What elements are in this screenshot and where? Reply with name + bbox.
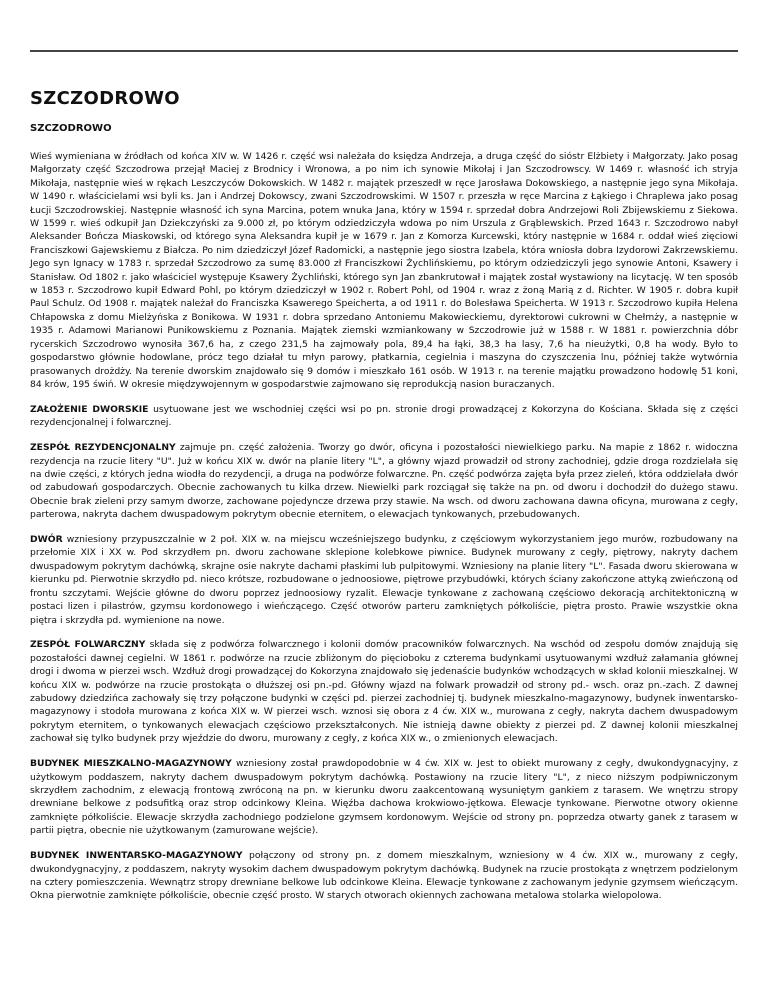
section-heading: BUDYNEK INWENTARSKO-MAGAZYNOWY xyxy=(30,850,243,862)
page-title: SZCZODROWO xyxy=(30,88,180,109)
section-budynek-mieszkalno-magazynowy xyxy=(30,757,738,837)
section-text: wzniesiony został prawdopodobnie w 4 ćw. XIX w. Jest to obiekt murowany z cegły, dwukondygnacyjny, z użytkowym poddaszem, nakryty dachem dwuspadowym pokrytym dachówką. Postawiony na rzucie litery "L", z nieco niższym podpiwniczonym skrzydłem zachodnim, z elewacją frontową zwróconą na pn. w kierunku dworu zaakcentowaną wysuniętym gankiem z tarasem. We wnętrzu stropy drewniane belkowe z podsufitką oraz strop odcinkowy Kleina. Więźba dachowa krokwiowo-jętkowa. Elewacje tynkowane. Pierwotne otwory okienne zamknięte półkoliście. Elewacje skrzydła zachodniego podzielone gzymsem kordonowym. Wejście od strony pn. poprzedza otwarty ganek z tarasem w partii piętra, obecnie nie użytkowanym (zamurowane wejście). xyxy=(30,758,738,837)
section-heading: BUDYNEK MIESZKALNO-MAGAZYNOWY xyxy=(30,758,232,770)
section-text: zajmuje pn. część założenia. Tworzy go dwór, oficyna i pozostałości niewielkiego parku. Na mapie z 1862 r. widoczna rezydencja na rzucie litery "U". Już w końcu XIX w. dwór na planie litery "L", a główny wjazd prowadził od strony zachodniej, gdzie droga rozdzielała się na dwie części, z których jedna wiodła do rezydencji, a druga na podwórze folwarczne. Pn. część podwórza zajęta była przez zieleń, która oddzielała dwór od zabudowań gospodarczych. Obecnie zachowanych tu kilka drzew. Niewielki park rozciągał się także na pn. od dworu i dochodził do dużego stawu. Obecnie brak zieleni przy samym dworze, zachowane pojedyncze drzewa przy stawie. Na wsch. od dworu zachowana dawna oficyna, murowana z cegły, parterowa, nakryta dachem dwuspadowym pokrytym obecnie eternitem, o elewacjach tynkowanych, przebudowanych. xyxy=(30,442,739,521)
section-budynek-inwentarsko-magazynowy xyxy=(30,849,738,903)
intro-paragraph: Wieś wymieniana w źródłach od końca XIV w. W 1426 r. część wsi należała do księdza Andrzeja, a druga część do sióstr Elżbiety i Małgorzaty. Jako posag Małgorzaty część Szczodrowa przejął Maciej z Brodnicy i Wronowa, a po nim ich synowie Mikołaj i Jan Szczodrowscy. W 1469 r. własność ich stryja Mikołaja, następnie wieś w rękach Leszczyców Dokowskich. W 1482 r. majątek przeszedł w ręce Jarosława Dokowskiego, a następnie jego syna Mikołaja. W 1490 r. właścicielami wsi byli ks. Jan i Andrzej Dokowscy, zwani Szczodrowskimi. W 1507 r. przeszła w ręce Marcina z Łąkiego i Chraplewa jako posag Łucji Szczodrowskiej. Następnie własność ich syna Marcina, potem wnuka Jana, który w 1594 r. sprzedał dobra Andrzejowi Roli Zbijewskiemu z Siekowa. W 1599 r. wieś odkupił Jan Dziekczyński za 9.000 zł, po którym odziedziczyła wdowa po nim Urszula z Grąblewskich. Przed 1643 r. Szczodrowo nabył Aleksander Bończa Miaskowski, od którego syna Aleksandra kupił je w 1679 r. Jan z Komorza Kurcewski, który następnie w 1684 r. oddał wieś zięciowi Franciszkowi Gajewskiemu z Białcza. Po nim dziedziczył Józef Radomicki, a następnie jego siostra Izabela, która wniosła dobra Izydorowi Zakrzewskiemu. Jego syn Ignacy w 1783 r. sprzedał Szczodrowo za sumę 83.000 zł Franciszkowi Żychlińskiemu, po którym odziedziczyli jego synowie Antoni, Ksawery i Stanisław. Od 1802 r. jako właściciel występuje Ksawery Żychliński, którego syn Jan zbankrutował i majątek został wystawiony na licytację. W ten sposób w 1853 r. Szczodrowo kupił Edward Pohl, po którym dziedziczył w 1902 r. Robert Pohl, od 1904 r. wraz z żoną Marią z d. Richter. W 1905 r. dobra kupił Paul Schulz. Od 1908 r. majątek należał do Franciszka Ksawerego Speicherta, a od 1911 r. do Bolesława Speicherta. W 1913 r. Szczodrowo kupiła Helena Chłapowska z domu Mielżyńska z Bonikowa. W 1931 r. dobra sprzedano Antoniemu Makowieckiemu, dyrektorowi cukrowni w Chełmży, a następnie w 1935 r. Adamowi Marianowi Punikowskiemu z Poznania. Majątek ziemski wzmiankowany w Szczodrowie już w 1588 r. W 1881 r. powierzchnia dóbr rycerskich Szczodrowo wynosiła 367,6 ha, z czego 231,5 ha zajmowały pola, 89,4 ha łąki, 38,3 ha lasy, 7,6 ha nieużytki, 0,8 ha wody. Było to gospodarstwo głównie hodowlane, prócz tego działał tu młyn parowy, płatkarnia, cegielnia i maszyna do czyszczenia lnu, później także wytwórnia prasowanych drożdży. Na terenie dworskim znajdowało się 9 domów i mieszkało 161 osób. W 1913 r. na terenie majątku prowadzono hodowlę 51 koni, 84 krów, 195 świń. W okresie międzywojennym w gospodarstwie zajmowano się reprodukcją nasion buraczanych. xyxy=(30,151,738,390)
section-heading: ZESPÓŁ REZYDENCJONALNY xyxy=(30,442,176,454)
section-heading: ZESPÓŁ FOLWARCZNY xyxy=(30,639,146,651)
page-subtitle: SZCZODROWO xyxy=(30,123,112,134)
section-heading: DWÓR xyxy=(30,534,63,546)
section-zespol-rezydencjonalny xyxy=(30,441,738,521)
document-body xyxy=(30,88,738,914)
top-rule xyxy=(30,50,738,52)
section-zespol-folwarczny xyxy=(30,638,738,745)
section-text: wzniesiony przypuszczalnie w 2 poł. XIX w. na miejscu wcześniejszego budynku, z częściowym wykorzystaniem jego murów, rozbudowany na przełomie XIX i XX w. Pod skrzydłem pn. dworu zachowane sklepione kolebkowe piwnice. Budynek murowany z cegły, piętrowy, nakryty dachem dwuspadowym pokrytym dachówką, skrajne osie nakryte dachami płaskimi lub pulpitowymi. Wzniesiony na planie litery "L". Fasada dworu skierowana w kierunku pd. Pierwotnie skrzydło pd. nieco krótsze, rozbudowane o jednoosiowe, piętrowe przybudówki, których ściany zakończone attyką zwieńczoną od frontu szczytami. Wejście główne do dworu poprzez jednoosiowy ryzalit. Elewacje tynkowane z zachowaną częściowo dekoracją architektoniczną w postaci lizen i pilastrów, gzymsu kordonowego i wieńczącego. Część otworów parteru zamkniętych półkoliście, piętra prosto. Prawie wszystkie okna piętra i skrzydła pd. wymienione na nowe. xyxy=(30,534,738,626)
section-heading: ZAŁOŻENIE DWORSKIE xyxy=(30,403,149,415)
section-text: składa się z podwórza folwarcznego i kolonii domów pracowników folwarcznych. Na wschód od zespołu domów znajdują się pozostałości dawnej cegielni. W 1861 r. podwórze na rzucie zbliżonym do pięcioboku z czterema budynkami usytuowanymi wzdłuż załamania głównej drogi i dwoma w pierzei wsch. Wzdłuż drogi prowadzącej do Kokorzyna znajdowało się jedenaście budynków wchodzących w skład kolonii mieszkalnej. W końcu XIX w. podwórze na rzucie prostokąta o dłuższej osi pn.-pd. Główny wjazd na folwark prowadził od strony pd.- wsch. oraz pn.-zach. Z dawnej zabudowy dziedzińca zachowały się trzy połączone budynki w części pd. pierzei zachodniej tj. budynek mieszkalno-magazynowy, budynek inwentarsko-magazynowy i stodoła murowana z końca XIX w. W pierzei wsch. wznosi się obora z 4 ćw. XIX w., murowana z cegły, nakryta dachem dwuspadowym pokrytym eternitem, o tynkowanych elewacjach częściowo przekształconych. Nie istnieją dawne obiekty z pierzei pd. Z dawnej kolonii mieszkalnej zachował się tylko budynek przy wjeździe do dworu, murowany z cegły, z końca XIX w., o zmienionych elewacjach. xyxy=(30,639,738,745)
section-dwor xyxy=(30,533,738,627)
section-text: usytuowane jest we wschodniej części wsi po pn. stronie drogi prowadzącej z Kokorzyna do Kościana. Składa się z części rezydencjonalnej i folwarcznej. xyxy=(30,403,739,429)
section-zalozenie-dworskie xyxy=(30,403,738,430)
section-text: połączony od strony pn. z domem mieszkalnym, wzniesiony w 4 ćw. XIX w., murowany z cegły, dwukondygnacyjny, z poddaszem, nakryty wysokim dachem dwuspadowym pokrytym dachówką. Budynek na rzucie prostokąta z wnętrzem podzielonym na cztery pomieszczenia. Wewnątrz stropy drewniane belkowe lub odcinkowe Kleina. Elewacje tynkowane z zachowanym jedynie gzymsem wieńczącym. Okna pierwotnie zamknięte półkoliście, obecnie część prosto. W starych otworach okiennych zachowana metalowa stolarka wielopolowa. xyxy=(30,850,738,902)
